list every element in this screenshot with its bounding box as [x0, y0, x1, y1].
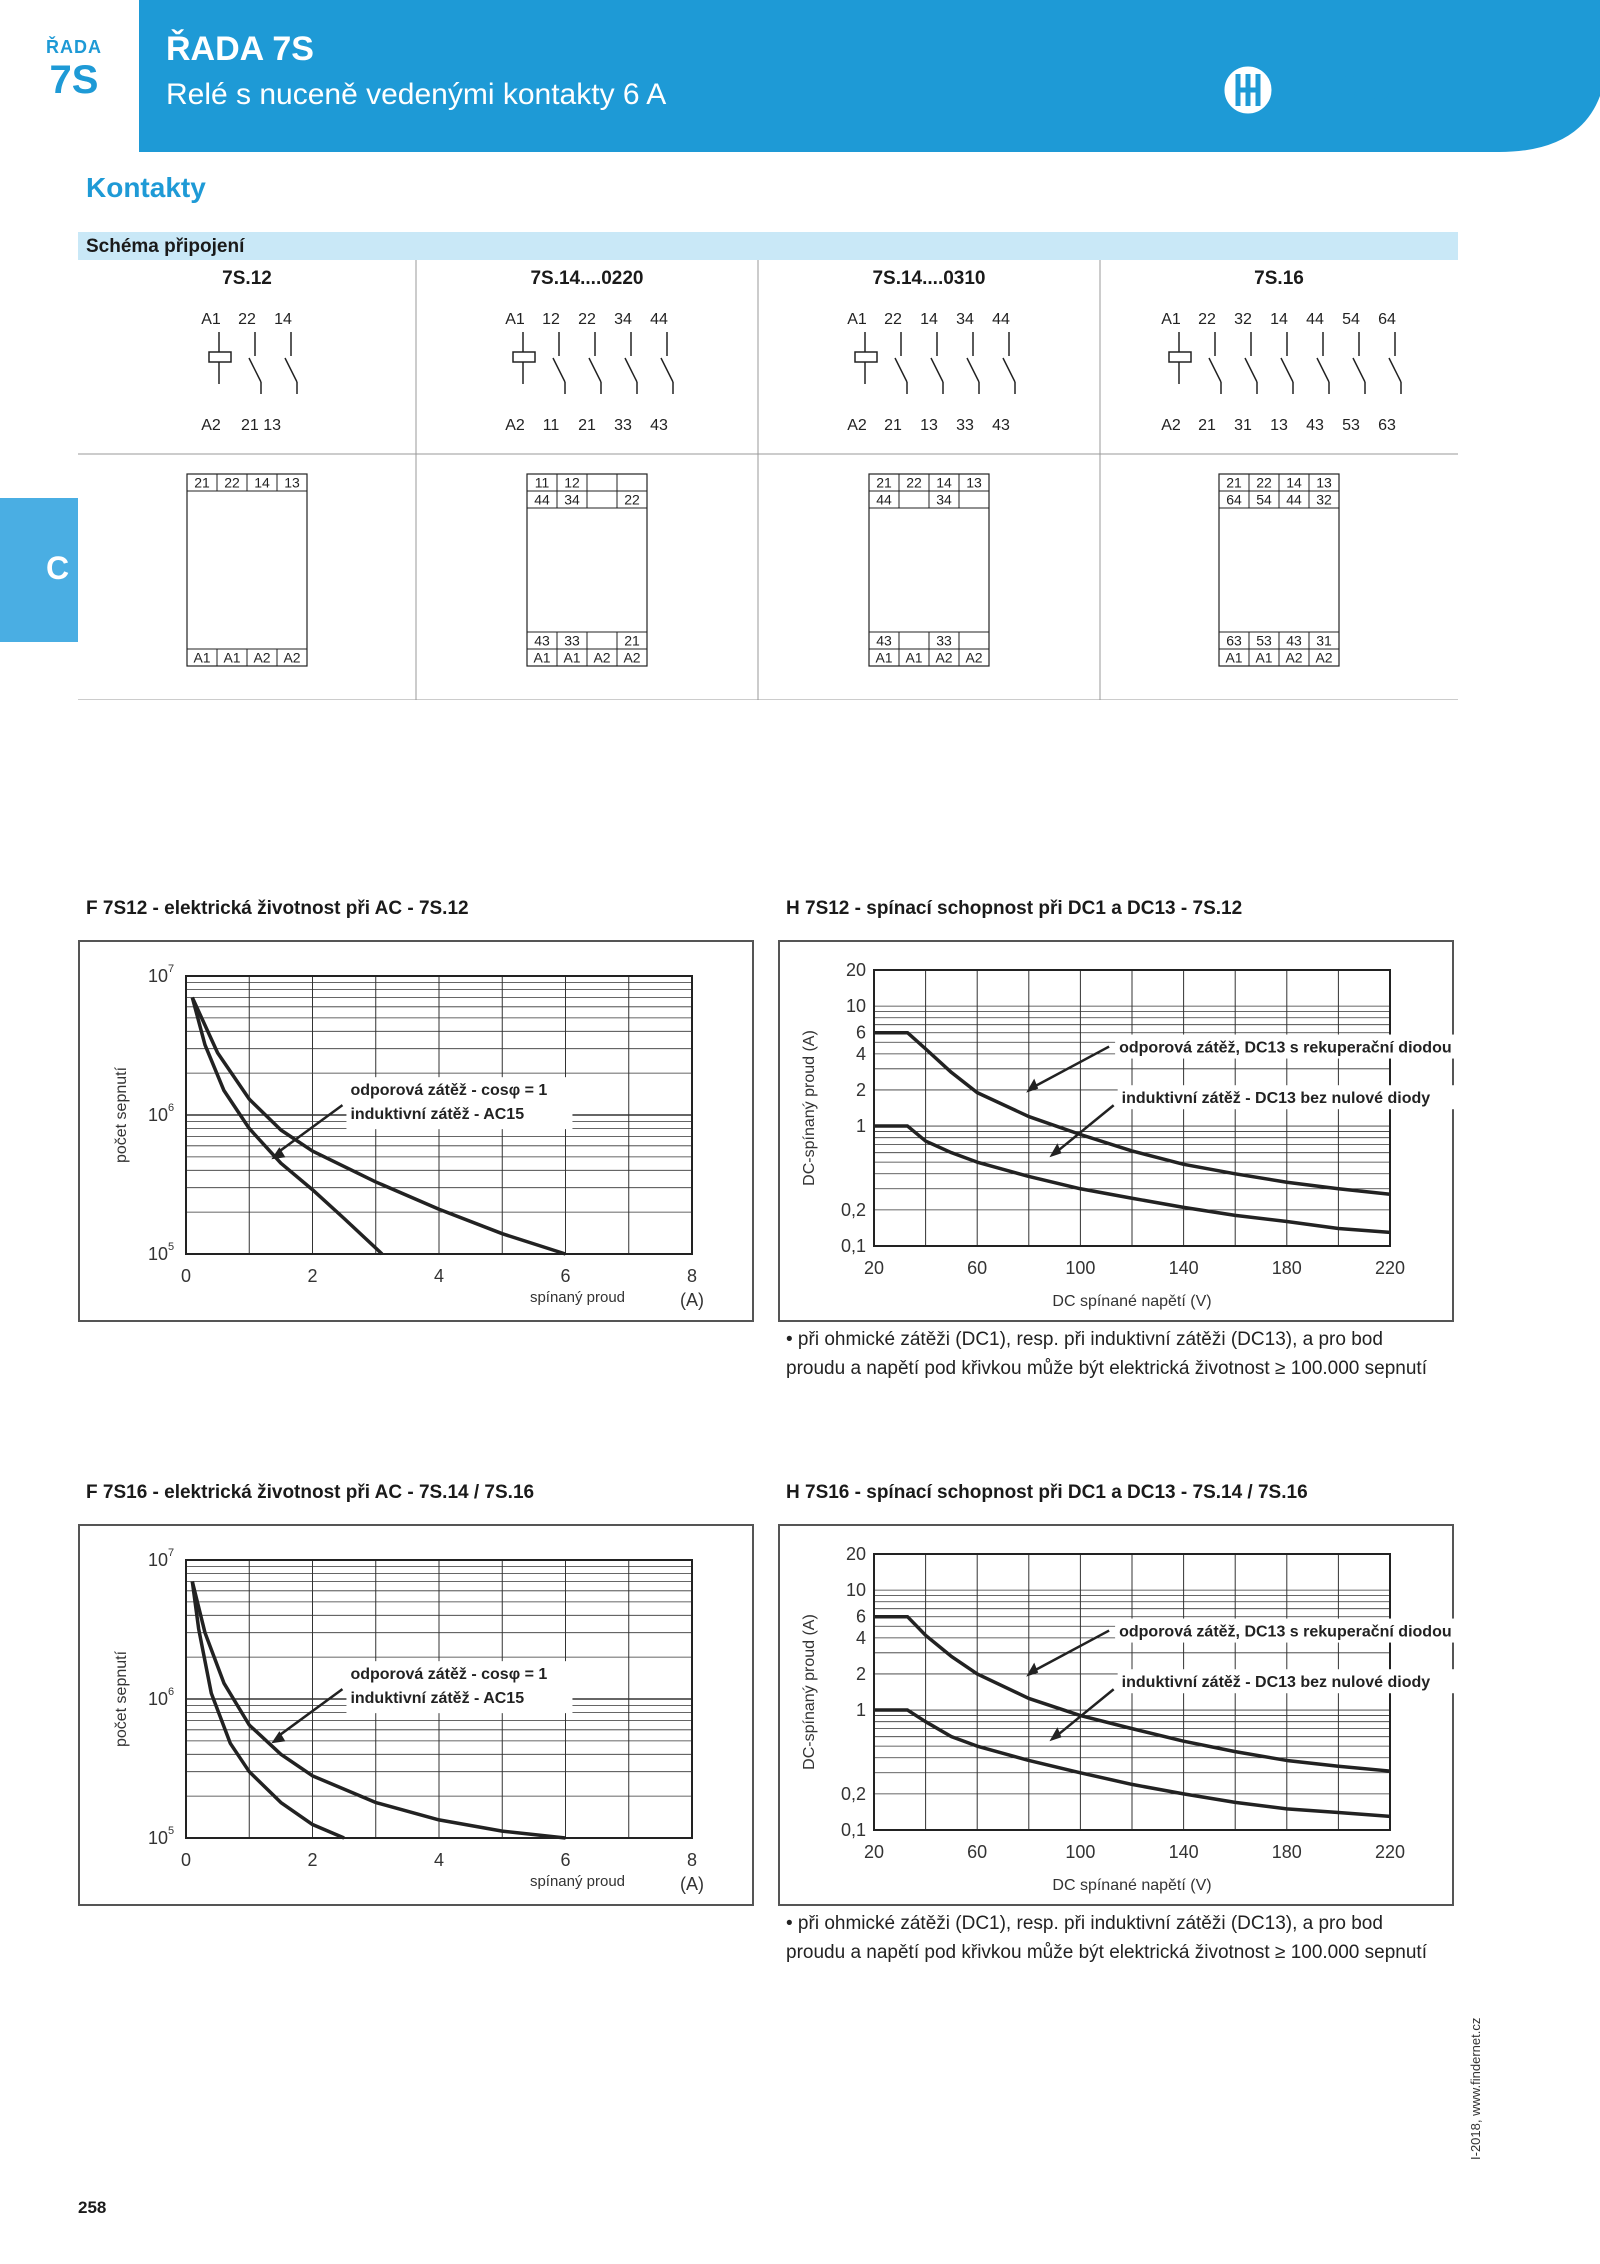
legend-arrow-1 [1034, 1047, 1109, 1087]
y-axis-label: počet sepnutí [113, 1066, 130, 1164]
contact-switch-icon [1003, 358, 1015, 382]
x-axis-unit: (A) [680, 1290, 704, 1310]
contact-switch-icon [895, 358, 907, 382]
terminal-top-label: 14 [1270, 311, 1288, 328]
terminal-top-label: 14 [274, 311, 292, 328]
x-tick-label: 140 [1168, 1842, 1199, 1862]
terminal-bottom-label: 43 [1306, 417, 1324, 434]
schema-title-7s14-0310: 7S.14....0310 [872, 268, 986, 289]
block-terminal: A2 [253, 649, 271, 666]
block-terminal: 14 [1286, 474, 1302, 491]
series-label: ŘADA [46, 37, 102, 57]
y-tick-label: 4 [855, 1043, 866, 1064]
terminal-top-label: 22 [1198, 311, 1216, 328]
block-terminal: 22 [906, 474, 922, 491]
terminal-bottom-label: A2 [847, 417, 867, 434]
block-terminal: 43 [534, 632, 550, 649]
note-h16: • při ohmické zátěži (DC1), resp. při induktivní zátěži (DC13), a pro bod proudu a napětí pod křivkou může být elektrická životnost ≥ 100.000 sepnutí [786, 1913, 1427, 1963]
block-terminal: A1 [1255, 649, 1273, 666]
terminal-top-label: 22 [238, 311, 256, 328]
terminal-bottom-label: A2 [1161, 417, 1181, 434]
block-terminal: A2 [935, 649, 953, 666]
series-tag [44, 38, 104, 100]
schema-col-2 [847, 311, 1015, 666]
y-tick-label: 6 [855, 1022, 866, 1043]
chart-title-h16: H 7S16 - spínací schopnost při DC1 a DC13 - 7S.14 / 7S.16 [786, 1482, 1308, 1503]
block-terminal: 34 [564, 491, 580, 508]
x-tick-label: 0 [180, 1850, 192, 1870]
block-terminal: 21 [1226, 474, 1242, 491]
y-tick-label [148, 963, 174, 986]
y-tick-label: 1 [855, 1116, 866, 1137]
x-tick-label: 60 [967, 1258, 988, 1278]
y-tick-label [148, 1102, 174, 1125]
x-tick-label: 6 [560, 1850, 571, 1870]
x-tick-label: 20 [863, 1258, 885, 1278]
page-number: 258 [78, 2198, 107, 2217]
svg-text:5: 5 [168, 1241, 175, 1253]
terminal-bottom-label: 13 [1270, 417, 1288, 434]
y-tick-label: 20 [845, 1544, 866, 1564]
block-terminal: A1 [533, 649, 551, 666]
terminal-top-label: 22 [884, 311, 902, 328]
header-title: ŘADA 7S [166, 30, 314, 68]
terminal-top-label: 34 [956, 311, 974, 328]
block-terminal: A2 [1315, 649, 1333, 666]
svg-text:7: 7 [168, 963, 175, 975]
x-axis-label: spínaný proud [529, 1873, 626, 1890]
terminal-top-label: 14 [920, 311, 938, 328]
y-tick-label: 0,2 [840, 1783, 866, 1804]
x-tick-label: 60 [967, 1842, 988, 1862]
series-code: 7S [49, 58, 99, 102]
x-axis-unit: (A) [680, 1874, 704, 1894]
arrow-head-icon [1026, 1079, 1038, 1093]
x-tick-label: 140 [1168, 1258, 1199, 1278]
chart-f-7s16 [78, 1524, 754, 1906]
svg-text:10: 10 [148, 966, 169, 986]
schema-col-3 [1161, 311, 1401, 666]
block-terminal: 33 [564, 632, 580, 649]
chart-title-h12: H 7S12 - spínací schopnost při DC1 a DC13 - 7S.12 [786, 898, 1243, 919]
y-tick-label: 4 [855, 1627, 866, 1648]
chart-frame [79, 1525, 753, 1905]
arrow-head-icon [1049, 1727, 1061, 1741]
block-terminal: 32 [1316, 491, 1332, 508]
chart-h-7s12 [778, 940, 1454, 1322]
relay-block [187, 474, 307, 666]
block-terminal: 31 [1316, 632, 1332, 649]
contact-switch-icon [1353, 358, 1365, 382]
x-tick-label: 220 [1374, 1258, 1406, 1278]
terminal-bottom-label: 31 [1234, 417, 1252, 434]
contact-switch-icon [661, 358, 673, 382]
terminal-top-label: 54 [1342, 311, 1360, 328]
y-tick-label: 1 [855, 1700, 866, 1721]
y-tick-label: 10 [845, 996, 866, 1017]
contact-switch-icon [1281, 358, 1293, 382]
block-terminal: 64 [1226, 491, 1242, 508]
terminal-bottom-label: 43 [992, 417, 1010, 434]
terminal-top-label: 12 [542, 311, 560, 328]
x-tick-label: 220 [1374, 1842, 1406, 1862]
x-axis-label: DC spínané napětí (V) [1052, 1293, 1212, 1310]
block-terminal: 44 [534, 491, 550, 508]
terminal-top-label: 64 [1378, 311, 1396, 328]
header-subtitle: Relé s nuceně vedenými kontakty 6 A [166, 78, 667, 111]
y-tick-label: 20 [845, 960, 866, 980]
chart-h-7s16 [778, 1524, 1454, 1906]
chart-frame [79, 941, 753, 1321]
y-axis-label: počet sepnutí [113, 1650, 130, 1748]
block-terminal: 63 [1226, 632, 1242, 649]
terminal-bottom-label: A2 [505, 417, 525, 434]
terminal-top-label: A1 [1161, 311, 1181, 328]
chart-title-f16: F 7S16 - elektrická životnost při AC - 7S.14 / 7S.16 [86, 1482, 535, 1503]
contact-switch-icon [931, 358, 943, 382]
terminal-bottom-label: 43 [650, 417, 668, 434]
y-tick-label: 0,2 [840, 1199, 866, 1220]
contact-switch-icon [967, 358, 979, 382]
legend-inductive: induktivní zátěž - DC13 bez nulové diody [1121, 1674, 1431, 1692]
block-terminal: 34 [936, 491, 952, 508]
block-terminal: A2 [965, 649, 983, 666]
x-tick-label: 100 [1065, 1842, 1096, 1862]
terminal-top-label: A1 [505, 311, 525, 328]
y-tick-label [148, 1547, 174, 1570]
block-terminal: A1 [875, 649, 893, 666]
coil-icon [209, 352, 231, 362]
svg-text:10: 10 [148, 1828, 169, 1848]
legend-resistive: odporová zátěž, DC13 s rekuperační diodou [1119, 1039, 1452, 1057]
legend-arrow-1 [1034, 1631, 1109, 1671]
chapter-letter: C [46, 550, 70, 586]
block-terminal: 14 [254, 474, 270, 491]
block-terminal: A2 [593, 649, 611, 666]
schema-title-7s14-0220: 7S.14....0220 [530, 268, 644, 289]
x-axis-label: DC spínané napětí (V) [1052, 1877, 1212, 1894]
x-tick-label: 180 [1271, 1258, 1302, 1278]
terminal-bottom-label: 11 [542, 417, 560, 434]
svg-text:6: 6 [168, 1686, 175, 1698]
x-tick-label: 100 [1065, 1258, 1096, 1278]
block-terminal: 43 [876, 632, 892, 649]
section-title: Kontakty [86, 172, 206, 203]
y-tick-label: 2 [855, 1079, 866, 1100]
terminal-top-label: 44 [1306, 311, 1324, 328]
block-terminal: A1 [1225, 649, 1243, 666]
contact-switch-icon [589, 358, 601, 382]
legend-resistive: odporová zátěž - cosφ = 1 [350, 1082, 548, 1100]
block-terminal: 44 [876, 491, 892, 508]
schema-diagrams [78, 260, 1458, 700]
svg-text:10: 10 [148, 1244, 169, 1264]
block-terminal: A1 [563, 649, 581, 666]
terminal-bottom-label: 13 [920, 417, 938, 434]
block-terminal: 54 [1256, 491, 1272, 508]
block-terminal: 43 [1286, 632, 1302, 649]
block-terminal: A1 [193, 649, 211, 666]
block-terminal: A1 [905, 649, 923, 666]
legend-resistive: odporová zátěž, DC13 s rekuperační diodou [1119, 1623, 1452, 1641]
x-tick-label: 2 [307, 1266, 318, 1286]
x-tick-label: 8 [686, 1266, 698, 1286]
schema-bar [78, 232, 1458, 260]
x-tick-label: 6 [560, 1266, 571, 1286]
contact-switch-icon [249, 358, 261, 382]
legend-resistive: odporová zátěž - cosφ = 1 [350, 1666, 548, 1684]
block-terminal: 13 [1316, 474, 1332, 491]
y-axis-label: DC-spínaný proud (A) [801, 1030, 818, 1186]
schema-col-1 [505, 311, 673, 666]
schema-label: Schéma připojení [86, 236, 245, 257]
x-tick-label: 20 [863, 1842, 885, 1862]
block-terminal: A2 [1285, 649, 1303, 666]
contact-switch-icon [1209, 358, 1221, 382]
schema-title-7s16: 7S.16 [1254, 268, 1304, 289]
block-terminal: 11 [534, 474, 550, 491]
terminal-top-label: A1 [847, 311, 867, 328]
svg-text:7: 7 [168, 1547, 175, 1559]
x-tick-label: 8 [686, 1850, 698, 1870]
y-axis-label: DC-spínaný proud (A) [801, 1614, 818, 1770]
block-terminal: 14 [936, 474, 952, 491]
legend-inductive: induktivní zátěž - AC15 [350, 1690, 525, 1708]
svg-text:10: 10 [148, 1550, 169, 1570]
block-terminal: 21 [194, 474, 210, 491]
x-axis-label: spínaný proud [529, 1289, 626, 1306]
y-tick-label: 10 [845, 1580, 866, 1601]
x-tick-label: 4 [433, 1850, 445, 1870]
block-terminal: 13 [966, 474, 982, 491]
x-tick-label: 4 [433, 1266, 445, 1286]
block-terminal: 22 [224, 474, 240, 491]
coil-icon [1169, 352, 1191, 362]
terminal-top-label: 32 [1234, 311, 1252, 328]
block-terminal: 22 [624, 491, 640, 508]
contact-switch-icon [285, 358, 297, 382]
y-tick-label: 2 [855, 1663, 866, 1684]
y-tick-label: 0,1 [840, 1236, 866, 1256]
terminal-bottom-label: A2 [201, 417, 221, 434]
terminal-bottom-label: 21 [1198, 417, 1216, 434]
x-tick-label: 2 [307, 1850, 318, 1870]
svg-text:6: 6 [168, 1102, 175, 1114]
terminal-bottom-label: 33 [614, 417, 632, 434]
terminal-bottom-label: 21 [884, 417, 902, 434]
series-line-1 [192, 1582, 344, 1838]
x-tick-label: 0 [180, 1266, 192, 1286]
y-tick-label [148, 1825, 174, 1848]
arrow-head-icon [1049, 1143, 1061, 1157]
contact-switch-icon [1389, 358, 1401, 382]
legend-inductive: induktivní zátěž - DC13 bez nulové diody [1121, 1090, 1431, 1108]
block-terminal: 21 [876, 474, 892, 491]
y-tick-label: 6 [855, 1606, 866, 1627]
terminal-bottom-label: 63 [1378, 417, 1396, 434]
block-terminal: 44 [1286, 491, 1302, 508]
terminal-bottom-label: 21 13 [240, 417, 282, 434]
finder-logo-icon [1218, 60, 1278, 120]
block-terminal: A2 [623, 649, 641, 666]
chart-f-7s12 [78, 940, 754, 1322]
coil-icon [855, 352, 877, 362]
block-terminal: 53 [1256, 632, 1272, 649]
block-terminal: 12 [564, 474, 580, 491]
schema-col-0 [187, 311, 307, 666]
contact-switch-icon [625, 358, 637, 382]
contact-switch-icon [1317, 358, 1329, 382]
terminal-top-label: 44 [992, 311, 1010, 328]
block-terminal: 33 [936, 632, 952, 649]
terminal-top-label: 34 [614, 311, 632, 328]
terminal-bottom-label: 21 [578, 417, 596, 434]
terminal-bottom-label: 53 [1342, 417, 1360, 434]
arrow-head-icon [1026, 1663, 1038, 1677]
svg-text:10: 10 [148, 1689, 169, 1709]
x-tick-label: 180 [1271, 1842, 1302, 1862]
y-tick-label [148, 1241, 174, 1264]
block-terminal: A1 [223, 649, 241, 666]
block-terminal: 21 [624, 632, 640, 649]
legend-inductive: induktivní zátěž - AC15 [350, 1106, 525, 1124]
terminal-top-label: A1 [201, 311, 221, 328]
chapter-tab [0, 498, 78, 642]
footer-note: I-2018, www.findernet.cz [1468, 2017, 1483, 2160]
terminal-bottom-label: 33 [956, 417, 974, 434]
contact-switch-icon [553, 358, 565, 382]
schema-title-7s12: 7S.12 [222, 268, 272, 289]
y-tick-label [148, 1686, 174, 1709]
terminal-top-label: 22 [578, 311, 596, 328]
block-terminal: 22 [1256, 474, 1272, 491]
block-terminal: A2 [283, 649, 301, 666]
brand-name: finder [1282, 60, 1411, 109]
note-h12: • při ohmické zátěži (DC1), resp. při induktivní zátěži (DC13), a pro bod proudu a napětí pod křivkou může být elektrická životnost ≥ 100.000 sepnutí [786, 1329, 1427, 1379]
svg-text:5: 5 [168, 1825, 175, 1837]
coil-icon [513, 352, 535, 362]
block-terminal: 13 [284, 474, 300, 491]
terminal-top-label: 44 [650, 311, 668, 328]
svg-text:10: 10 [148, 1105, 169, 1125]
contact-switch-icon [1245, 358, 1257, 382]
y-tick-label: 0,1 [840, 1820, 866, 1840]
chart-title-f12: F 7S12 - elektrická životnost při AC - 7S.12 [86, 898, 469, 919]
